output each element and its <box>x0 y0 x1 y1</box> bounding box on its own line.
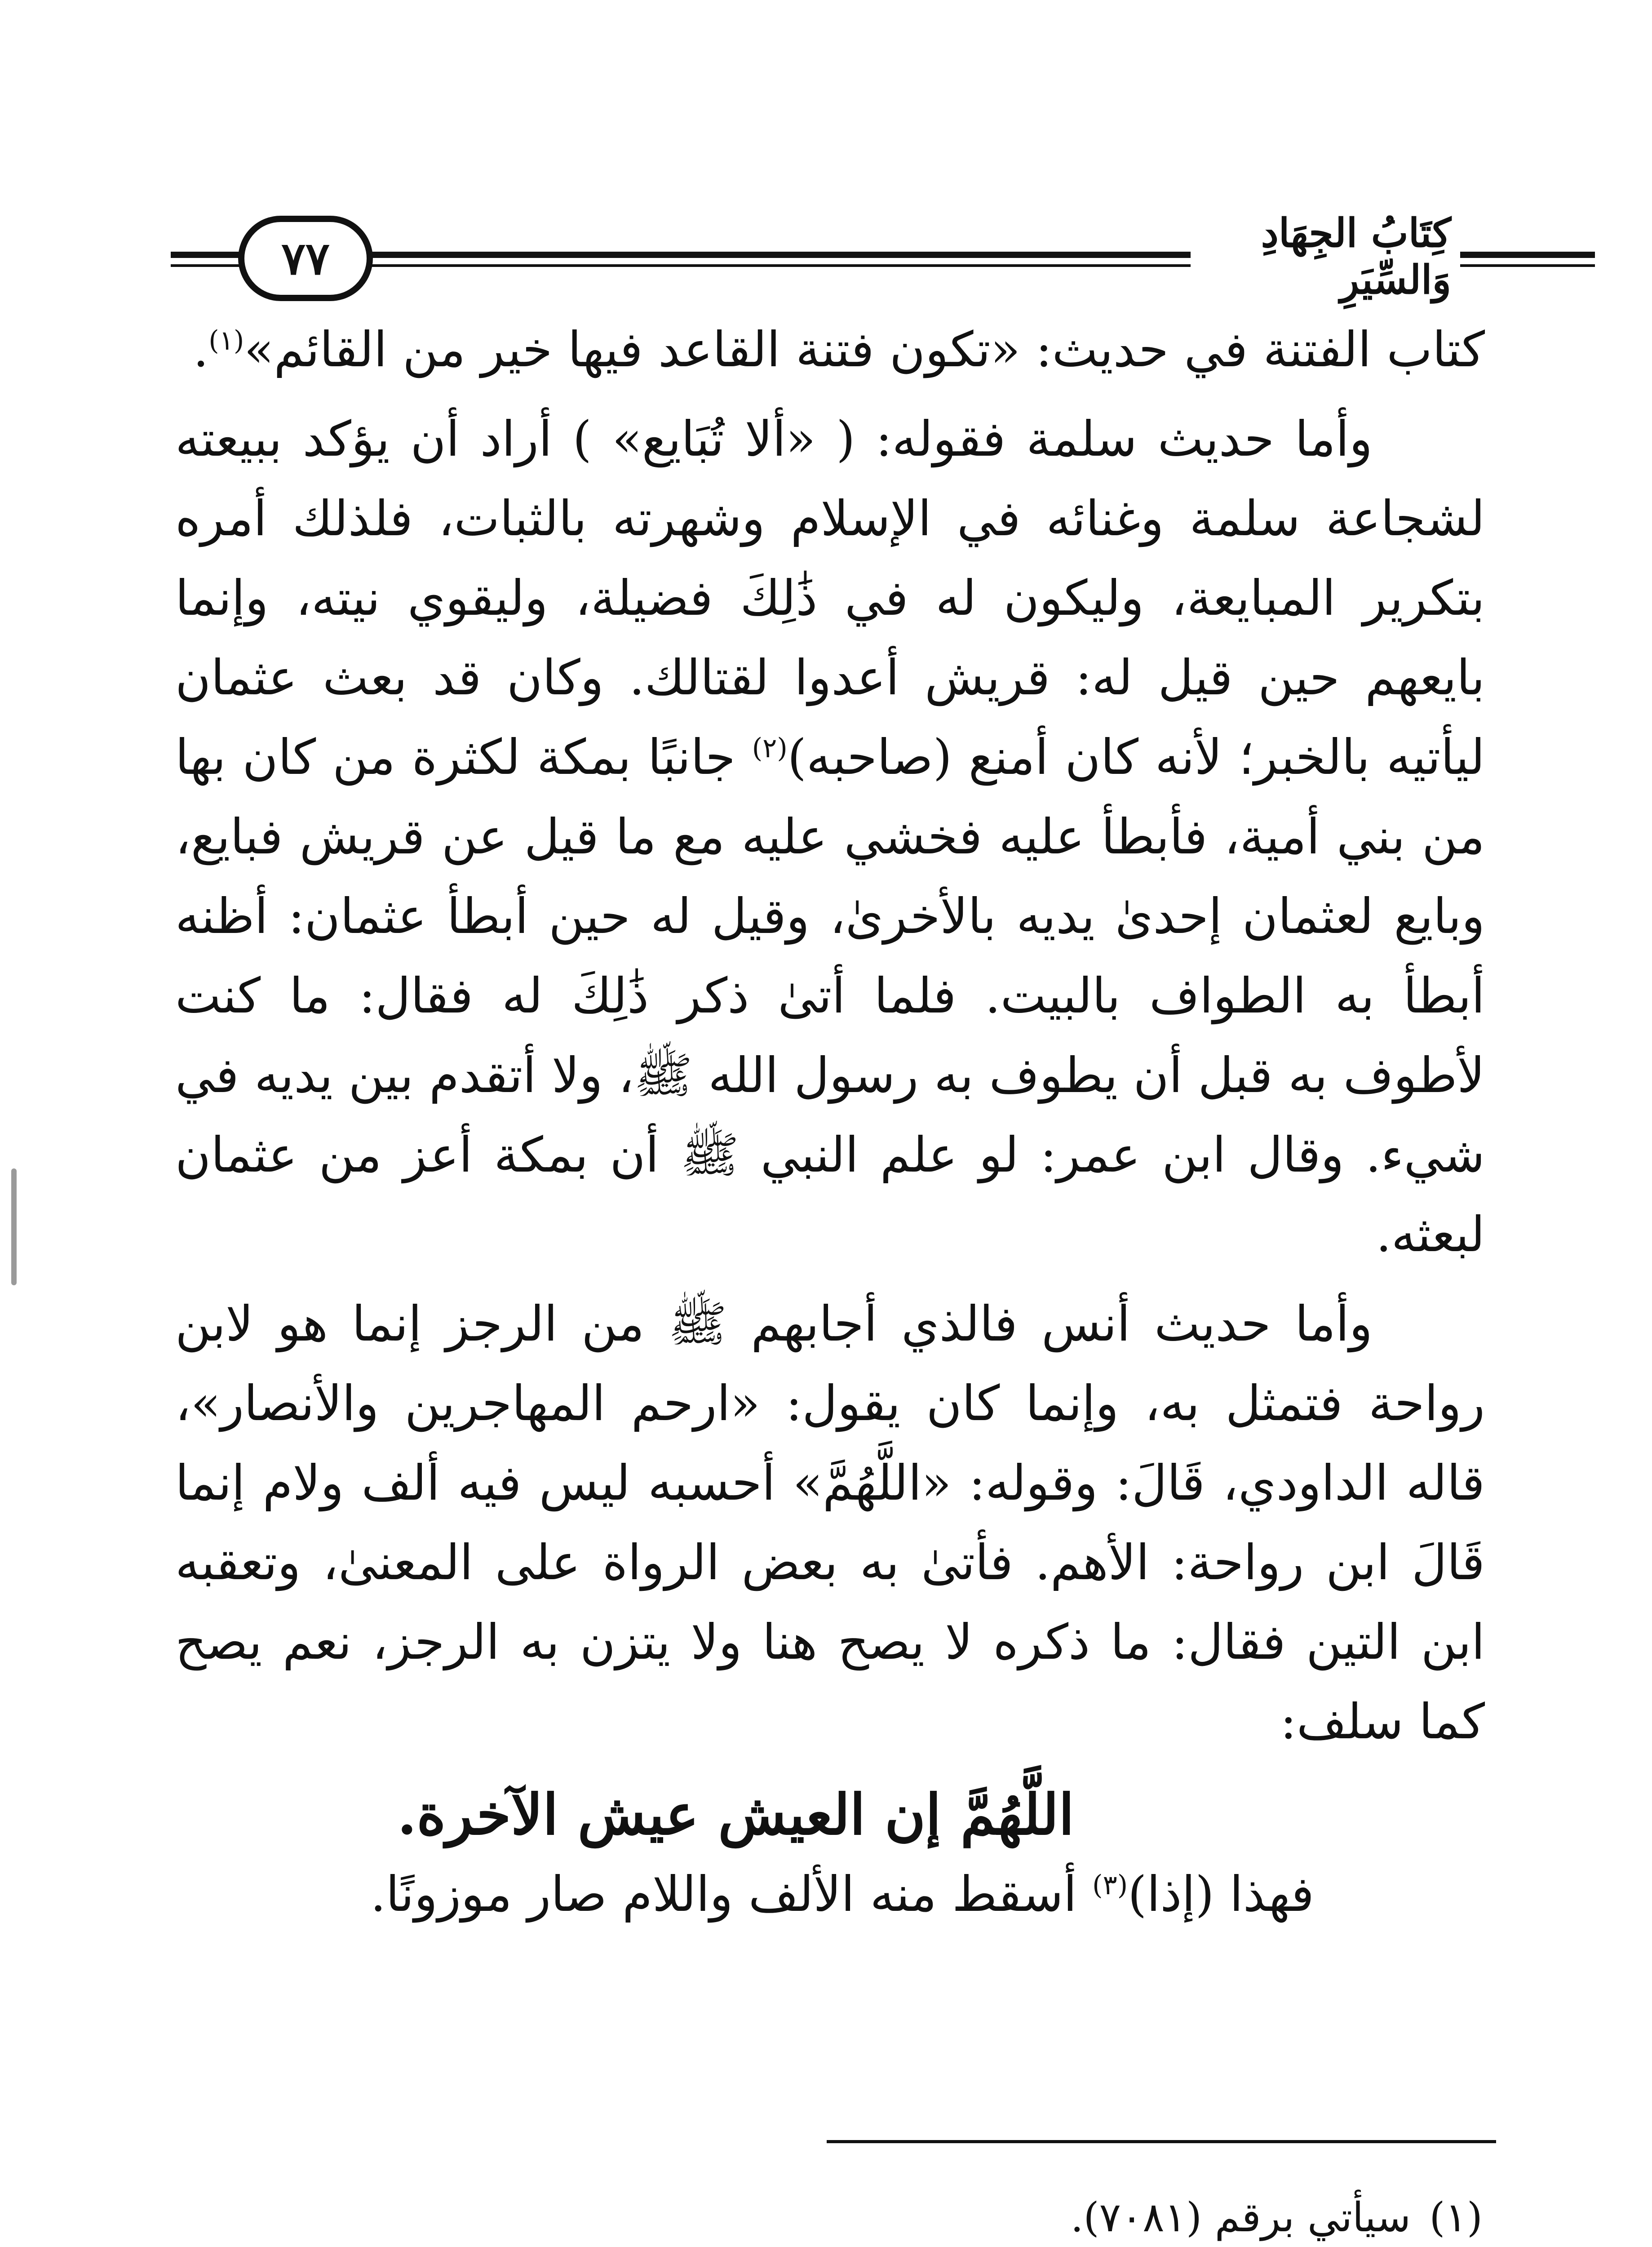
header-rule <box>368 264 1191 267</box>
text-run: كتاب الفتنة في حديث: «تكون فتنة القاعد فيها خير من القائم» <box>244 322 1485 378</box>
text-run: . <box>193 322 209 378</box>
main-text <box>175 310 1485 1934</box>
header-rule <box>368 252 1191 258</box>
page-number: ٧٧ <box>238 216 373 301</box>
paragraph <box>175 400 1485 1274</box>
footnote-number: (١) <box>1429 2194 1483 2241</box>
footnote-ref: (١) <box>208 325 244 356</box>
page-header <box>171 211 1483 301</box>
footnotes <box>539 2184 1483 2247</box>
paragraph: وأما حديث أنس فالذي أجابهم ﷺ من الرجز إنما هو لابن رواحة فتمثل به، وإنما كان يقول: «ارحم المهاجرين والأنصار»، قاله الداودي، قَالَ: وقوله: «اللَّهُمَّ» أحسبه ليس فيه ألف ولام إنما قَالَ ابن رواحة: الأهم. فأتىٰ به بعض الرواة على المعنىٰ، وتعقبه ابن التين فقال: ما ذكره لا يصح هنا ولا يتزن به الرجز، نعم يصح كما سلف: <box>175 1296 1485 1750</box>
paragraph <box>175 310 1485 390</box>
text-run: فهذا (إذا) <box>1128 1866 1314 1923</box>
text-run: وأما حديث سلمة فقوله: ( «ألا تُبَايع» ) أراد أن يؤكد ببيعته لشجاعة سلمة وغنائه في الإسلام وشهرته بالثبات، فلذلك أمره بتكرير المبايعة، وليكون له في ذَٰلِكَ فضيلة، وليقوي نيته، وإنما بايعهم حين قيل له: قريش أعدوا لقتالك. وكان قد بعث عثمان ليأتيه بالخبر؛ لأنه كان أمنع (صاحبه) <box>175 411 1485 786</box>
header-rule <box>1460 264 1595 267</box>
footnote-ref: (٢) <box>752 733 788 764</box>
header-rule <box>171 264 243 267</box>
verse-line: اللَّهُمَّ إن العيش عيش الآخرة. <box>397 1782 1074 1847</box>
footnote <box>539 2184 1483 2247</box>
scan-mark <box>11 1168 17 1285</box>
paragraph <box>175 1855 1485 1934</box>
footnote-separator <box>827 2140 1496 2143</box>
text-run: جانبًا بمكة لكثرة من كان بها من بني أمية، فأبطأ عليه فخشي عليه مع ما قيل عن قريش فبايع، وبايع لعثمان إحدىٰ يديه بالأخرىٰ، وقيل له حين أبطأ عثمان: أظنه أبطأ به الطواف بالبيت. فلما أتىٰ ذكر ذَٰلِكَ له فقال: ما كنت لأطوف به قبل أن يطوف به رسول الله ﷺ، ولا أتقدم بين يديه في شيء. وقال ابن عمر: لو علم النبي ﷺ أن بمكة أعز من عثمان لبعثه. <box>175 729 1485 1263</box>
footnote-ref: (٣) <box>1092 1870 1128 1901</box>
running-title: كِتَابُ الجِهَادِ وَالسِّيَرِ <box>1261 209 1451 303</box>
header-rule <box>1460 252 1595 258</box>
footnote-text: سيأتي برقم (٧٠٨١). <box>1070 2194 1411 2241</box>
header-rule <box>171 252 243 258</box>
text-run: أسقط منه الألف واللام صار موزونًا. <box>370 1866 1093 1923</box>
